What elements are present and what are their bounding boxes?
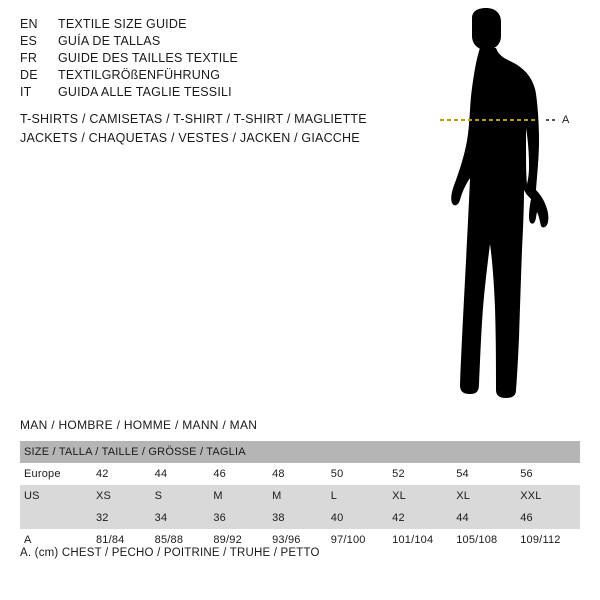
row-label-a: A (20, 529, 92, 551)
cell-a-1: 85/88 (151, 529, 210, 551)
cell-us-0: XS (92, 485, 151, 507)
cell-us-6: XL (452, 485, 516, 507)
cell-us-4: L (327, 485, 388, 507)
table-row (20, 507, 580, 529)
size-table (20, 441, 580, 551)
cell-usnum-2: 36 (209, 507, 268, 529)
cell-a-4: 97/100 (327, 529, 388, 551)
language-code-it: IT (20, 85, 32, 99)
product-category-block (20, 110, 420, 148)
cell-a-3: 93/96 (268, 529, 327, 551)
cell-us-1: S (151, 485, 210, 507)
language-text-de: TEXTILGRÖßENFÜHRUNG (58, 68, 221, 82)
table-row (20, 485, 580, 507)
cell-europe-7: 56 (516, 463, 580, 485)
language-code-en: EN (20, 17, 38, 31)
category-line-jackets: JACKETS / CHAQUETAS / VESTES / JACKEN / GIACCHE (20, 131, 360, 145)
cell-us-2: M (209, 485, 268, 507)
cell-a-5: 101/104 (388, 529, 452, 551)
table-header-size: SIZE / TALLA / TAILLE / GRÖSSE / TAGLIA (20, 441, 580, 463)
cell-europe-4: 50 (327, 463, 388, 485)
cell-us-3: M (268, 485, 327, 507)
table-title-man: MAN / HOMBRE / HOMME / MANN / MAN (20, 418, 258, 432)
language-code-es: ES (20, 34, 38, 48)
cell-us-7: XXL (516, 485, 580, 507)
language-row-de (20, 67, 400, 84)
cell-europe-0: 42 (92, 463, 151, 485)
row-label-europe: Europe (20, 463, 92, 485)
cell-usnum-3: 38 (268, 507, 327, 529)
table-row (20, 463, 580, 485)
cell-europe-3: 48 (268, 463, 327, 485)
cell-usnum-0: 32 (92, 507, 151, 529)
cell-a-7: 109/112 (516, 529, 580, 551)
language-text-it: GUIDA ALLE TAGLIE TESSILI (58, 85, 232, 99)
language-code-fr: FR (20, 51, 38, 65)
cell-usnum-4: 40 (327, 507, 388, 529)
cell-usnum-7: 46 (516, 507, 580, 529)
language-text-fr: GUIDE DES TAILLES TEXTILE (58, 51, 239, 65)
language-text-en: TEXTILE SIZE GUIDE (58, 17, 187, 31)
cell-europe-6: 54 (452, 463, 516, 485)
table-header-row (20, 441, 580, 463)
cell-europe-2: 46 (209, 463, 268, 485)
language-row-it (20, 84, 400, 101)
cell-a-2: 89/92 (209, 529, 268, 551)
language-header-block (20, 16, 400, 101)
male-silhouette-figure (400, 8, 600, 408)
language-row-en (20, 16, 400, 33)
language-row-fr (20, 50, 400, 67)
cell-us-5: XL (388, 485, 452, 507)
cell-usnum-5: 42 (388, 507, 452, 529)
footnote-chest-measurement: A. (cm) CHEST / PECHO / POITRINE / TRUHE / PETTO (20, 547, 320, 559)
cell-a-6: 105/108 (452, 529, 516, 551)
language-row-es (20, 33, 400, 50)
cell-a-0: 81/84 (92, 529, 151, 551)
cell-usnum-6: 44 (452, 507, 516, 529)
language-text-es: GUÍA DE TALLAS (58, 34, 161, 48)
row-label-us: US (20, 485, 92, 507)
cell-europe-1: 44 (151, 463, 210, 485)
category-line-tshirts: T-SHIRTS / CAMISETAS / T-SHIRT / T-SHIRT / MAGLIETTE (20, 112, 367, 126)
cell-usnum-1: 34 (151, 507, 210, 529)
measure-label-a: A (562, 114, 570, 126)
language-code-de: DE (20, 68, 38, 82)
cell-europe-5: 52 (388, 463, 452, 485)
silhouette-icon (400, 8, 600, 408)
row-label-us-numeric (20, 507, 92, 529)
